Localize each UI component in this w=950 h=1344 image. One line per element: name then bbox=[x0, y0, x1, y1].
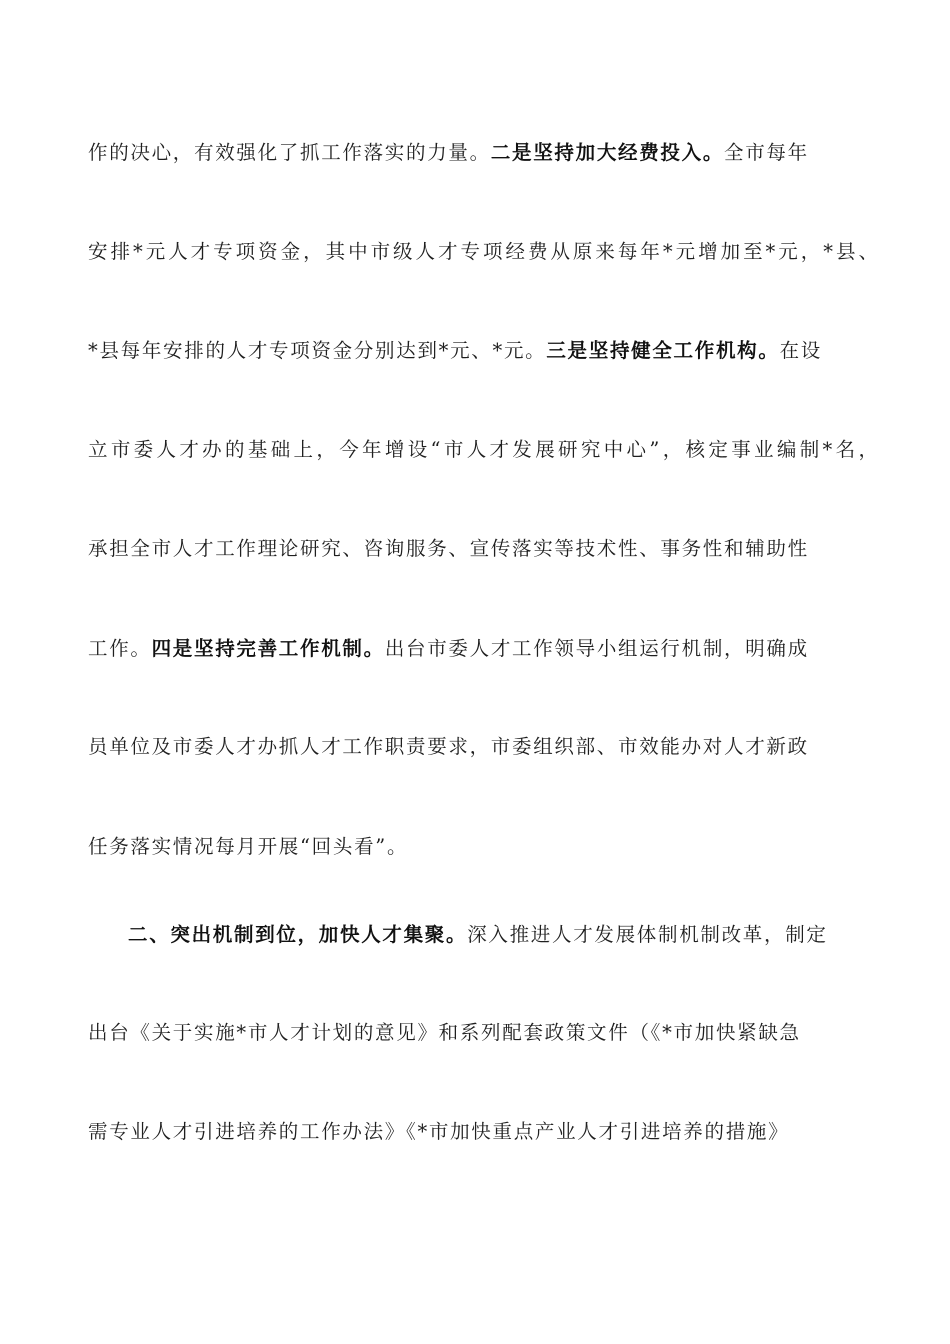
line-text: 承担全市人才工作理论研究、咨询服务、宣传落实等技术性、事务性和辅助性 bbox=[88, 537, 809, 560]
paragraph-line bbox=[88, 529, 878, 569]
line-text: 员单位及市委人才办抓人才工作职责要求，市委组织部、市效能办对人才新政 bbox=[88, 735, 809, 758]
paragraph-line bbox=[88, 331, 878, 371]
line-text: 作的决心，有效强化了抓工作落实的力量。 bbox=[88, 141, 491, 164]
paragraph-line bbox=[88, 827, 878, 867]
section-heading-line bbox=[128, 915, 878, 955]
paragraph-line bbox=[88, 232, 878, 272]
line-text: 出台《关于实施*市人才计划的意见》和系列配套政策文件（《*市加快紧缺急 bbox=[88, 1021, 801, 1044]
section-heading-text: 二、突出机制到位，加快人才集聚。 bbox=[128, 923, 468, 946]
bold-heading-text: 二是坚持加大经费投入。 bbox=[490, 141, 725, 164]
line-text: 出台市委人才工作领导小组运行机制，明确成 bbox=[384, 637, 809, 660]
bold-heading-text: 四是坚持完善工作机制。 bbox=[151, 637, 385, 660]
bold-heading-text: 三是坚持健全工作机构。 bbox=[546, 339, 780, 362]
paragraph-line bbox=[88, 629, 878, 669]
paragraph-line bbox=[88, 430, 878, 470]
line-text: 安排*元人才专项资金，其中市级人才专项经费从原来每年*元增加至*元，*县、 bbox=[88, 240, 878, 263]
paragraph-line bbox=[88, 133, 878, 173]
paragraph-line bbox=[88, 1112, 878, 1152]
line-text: 全市每年 bbox=[724, 141, 809, 164]
line-text: 深入推进人才发展体制机制改革，制定 bbox=[467, 923, 828, 946]
paragraph-line bbox=[88, 1013, 878, 1053]
line-text: *县每年安排的人才专项资金分别达到*元、*元。 bbox=[88, 339, 547, 362]
line-text: 需专业人才引进培养的工作办法》《*市加快重点产业人才引进培养的措施》 bbox=[88, 1120, 790, 1143]
line-text: 立市委人才办的基础上，今年增设“市人才发展研究中心”，核定事业编制*名， bbox=[88, 438, 878, 461]
line-text: 在设 bbox=[779, 339, 822, 362]
line-text: 任务落实情况每月开展“回头看”。 bbox=[88, 835, 409, 858]
line-text: 工作。 bbox=[88, 637, 152, 660]
paragraph-line bbox=[88, 727, 878, 767]
